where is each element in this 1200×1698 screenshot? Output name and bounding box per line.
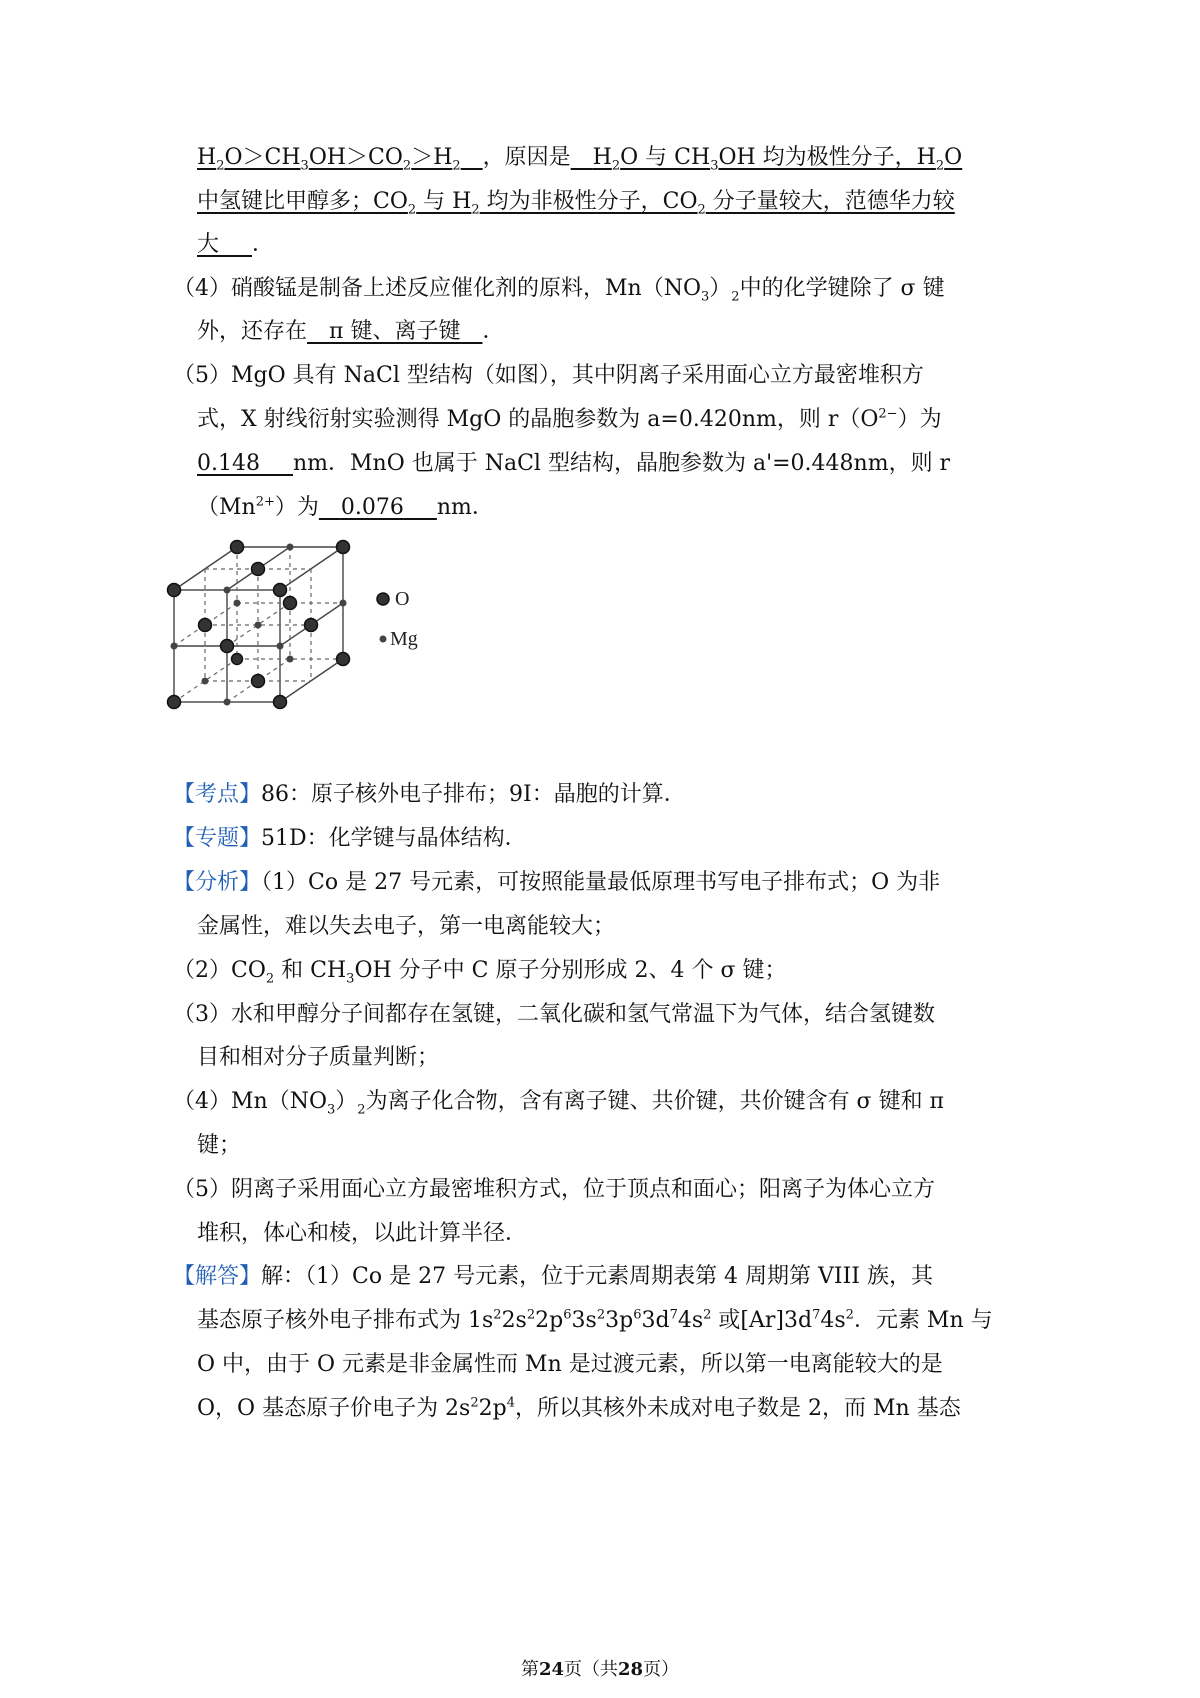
fenxi-line-1: 【分析】（1）Co 是 27 号元素，可按照能量最低原理书写电子排布式；O 为非: [173, 870, 941, 895]
q5-line-2: 式，X 射线衍射实验测得 MgO 的晶胞参数为 a=0.420nm，则 $r(O^{2-})$为: [197, 406, 942, 432]
q5-line-1: （5）MgO 具有 NaCl 型结构（如图），其中阴离子采用面心立方最密堆积方: [173, 363, 924, 388]
jieda-line-4: O，O 基态原子价电子为 $2s^22p^4$，所以其核外未成对电子数是 2，而 Mn 基态: [197, 1395, 961, 1421]
nacl-structure-figure: [160, 535, 430, 715]
jieda-line-3: O 中，由于 O 元素是非金属性而 Mn 是过渡元素，所以第一电离能较大的是: [197, 1352, 943, 1377]
fenxi-line-6: $(4)Mn(NO_3)_2$为离子化合物，含有离子键、共价键，共价键含有 σ 键和 π: [173, 1089, 945, 1118]
q5-line-4: $(Mn^{2+})$为 0.076 nm．: [197, 494, 494, 520]
q3-line-3: 大 ．: [197, 232, 275, 257]
legend-o-marker: [377, 593, 389, 605]
fenxi-line-7: 键；: [197, 1133, 242, 1158]
kaodian-tag: 【考点】: [173, 782, 262, 807]
page-total: 28: [618, 1659, 644, 1680]
jieda-line-1: 【解答】解：（1）Co 是 27 号元素，位于元素周期表第 4 周期第 VIII 族，其: [173, 1264, 933, 1289]
q5-line-3: 0.148 nm．MnO 也属于 NaCl 型结构，晶胞参数为 a'=0.448nm，则 r: [197, 451, 951, 476]
fenxi-line-9: 堆积，体心和棱，以此计算半径．: [197, 1221, 528, 1246]
fenxi-line-5: 目和相对分子质量判断；: [197, 1045, 440, 1070]
page-number: 24: [538, 1659, 564, 1680]
q3-line-1: $H_2O>CH_3OH>CO_2>H_2$ ，原因是 $H_2O$ 与 $CH_3OH$ 均为极性分子，$H_2O$: [197, 145, 963, 174]
kaodian-line: 【考点】86：原子核外电子排布；9I：晶胞的计算．: [173, 782, 686, 807]
jieda-tag: 【解答】: [173, 1264, 262, 1289]
fenxi-line-8: （5）阴离子采用面心立方最密堆积方式，位于顶点和面心；阳离子为体心立方: [173, 1177, 935, 1202]
page-footer: 第24页（共28页）: [520, 1659, 680, 1680]
q4-line-2: 外，还存在 π 键、离子键 ．: [197, 319, 505, 344]
fenxi-line-2: 金属性，难以失去电子，第一电离能较大；: [197, 914, 616, 939]
zhuanti-tag: 【专题】: [173, 826, 262, 851]
fenxi-tag: 【分析】: [173, 870, 262, 895]
q4-line-1: （4）硝酸锰是制备上述反应催化剂的原料，$Mn(NO_3)_2$中的化学键除了 σ 键: [173, 276, 945, 305]
fenxi-line-4: （3）水和甲醇分子间都存在氢键，二氧化碳和氢气常温下为气体，结合氢键数: [173, 1002, 935, 1027]
q3-line-2: 中氢键比甲醇多；$CO_2$ 与 $H_2$ 均为非极性分子，$CO_2$ 分子量较大，范德华力较: [197, 189, 955, 218]
legend-mg-marker: [380, 636, 387, 643]
legend-mg-label: Mg: [390, 628, 418, 650]
zhuanti-line: 【专题】51D：化学键与晶体结构．: [173, 826, 527, 851]
legend-o-label: O: [395, 588, 410, 610]
fenxi-line-3: $(2)CO_2$ 和 $CH_3OH$ 分子中 C 原子分别形成 2、4 个 σ 键；: [173, 958, 787, 987]
jieda-line-2: 基态原子核外电子排布式为 $1s^22s^22p^63s^23p^63d^74s^2$ 或$[Ar]3d^74s^2$．元素 Mn 与: [197, 1307, 993, 1333]
